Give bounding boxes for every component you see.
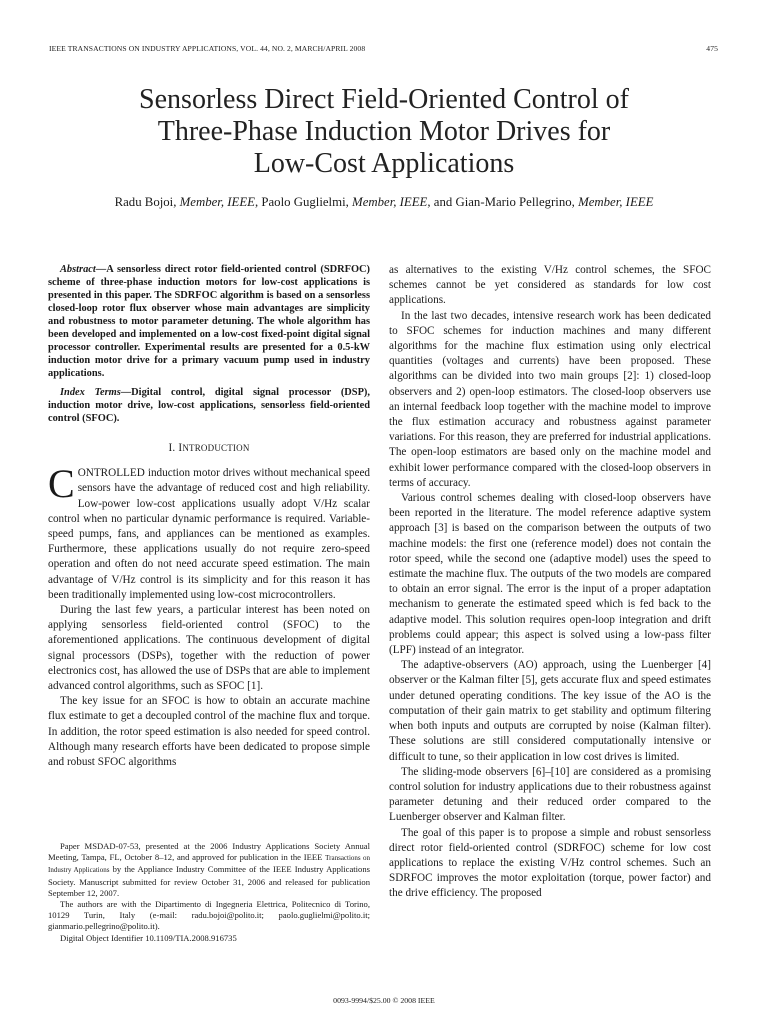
section-title-first: I bbox=[178, 442, 183, 454]
body-paragraph: Various control schemes dealing with closed-loop observers have been reported in the literature. The model reference adaptive system approach [3] is based on the comparison between the outputs of two machine models: the first one (reference model) does not contain the rotor speed, while the second one (adaptive model) uses the speed to estimate the machine flux. The outputs of the two models are compared to obtain an error signal. The error is the input of a proper adaptation mechanism to generate the estimated speed which is fed back to the adaptive model. This solution requires open-loop integration and drift problems could appear; this aspect is solved using a low-pass filter (LPF) instead of an integrator. bbox=[389, 492, 711, 657]
footnote-text: by the Appliance Industry Committee of the IEEE Industry Applications Society. Manuscript submitted for review October 31, 2006 and released for publication September 12, 2007. bbox=[48, 864, 370, 898]
body-paragraph: The goal of this paper is to propose a simple and robust sensorless direct rotor field-oriented control (SDRFOC) scheme for low cost applications to replace the existing V/Hz control schemes. Such an SDRFOC improves the motor exploitation (torque, power factor) and the drive efficiency. The proposed bbox=[389, 826, 711, 900]
index-terms-label: Index Terms bbox=[60, 387, 121, 398]
body-paragraph: During the last few years, a particular interest has been noted on applying sensorless field-oriented control (SFOC) to the aforementioned applications. The continuous development of digital signal processors (DSPs), together with the reduction of power electronics cost, has allowed the use of DSPs that are able to implement advanced control algorithms, such as SFOC [1]. bbox=[48, 604, 370, 693]
title-line: Low-Cost Applications bbox=[253, 148, 515, 179]
author-name: , Paolo Guglielmi, bbox=[254, 195, 349, 209]
footnote-affiliation: The authors are with the Dipartimento di Ingegneria Elettrica, Politecnico di Torino, 10129 Turin, Italy (e-mail: radu.bojoi@polito.it; paolo.guglielmi@polito.it; gianmario.pellegrino@polito.it). bbox=[48, 899, 370, 932]
section-heading-introduction bbox=[48, 441, 370, 456]
left-column bbox=[48, 263, 370, 770]
index-terms bbox=[48, 386, 370, 425]
author-name: , and Gian-Mario Pellegrino, bbox=[427, 195, 575, 209]
footnote-text: Paper MSDAD-07-53, presented at the 2006 Industry Applications Society Annual Meeting, Tampa, FL, October 8–12, and approved for publication in the IEEE bbox=[48, 841, 370, 863]
body-paragraph bbox=[48, 461, 370, 603]
abstract-text: —A sensorless direct rotor field-oriented control (SDRFOC) scheme of three-phase induction motors for low-cost applications is presented in this paper. The SDRFOC algorithm is based on a sensorless closed-loop rotor flux observer whose main advantages are simplicity and robustness to motor parameter detuning. The whole algorithm has been developed and implemented on a low-cost fixed-point digital signal processor controller. Experimental results are presented for a 0.5-kW induction motor drive for a primary vacuum pump used in industry applications. bbox=[48, 264, 370, 379]
body-paragraph: The adaptive-observers (AO) approach, using the Luenberger [4] observer or the Kalman filter [5], gets accurate flux and speed estimates under detuned operating conditions. The key issue of the AO is the computation of their gain matrix to get stability and optimum filtering when both inputs and outputs are corrupted by noise (Kalman filter). These solutions are still considered computationally intensive or difficult to tune, so their application in low cost drives is limited. bbox=[389, 659, 711, 763]
title-line: Three-Phase Induction Motor Drives for bbox=[157, 116, 611, 147]
abstract-label: Abstract bbox=[60, 264, 96, 275]
section-title-rest: NTRODUCTION bbox=[182, 443, 250, 453]
body-paragraph: The key issue for an SFOC is how to obtain an accurate machine flux estimate to get a decoupled control of the machine flux and torque. In addition, the rotor speed estimation is also needed for speed control. Although many research efforts have been dedicated to propose simple and robust SFOC algorithms bbox=[48, 695, 370, 769]
body-paragraph: In the last two decades, intensive research work has been dedicated to SFOC schemes for induction machines and many different algorithms for the machine flux estimation using only electrical quantities (voltages and currents) have been proposed. These algorithms can be divided into two main groups [2]: 1) closed-loop observers and 2) open-loop estimators. The closed-loop observers use an internal feedback loop together with the machine model to improve the flux estimation accuracy and robustness against parameter variations. For this reason, they are preferred for industrial applications. The open-loop estimators are based only on the machine model and exhibit lower performance compared with the closed-loop observers in terms of accuracy. bbox=[389, 309, 711, 489]
footnote-journal-name: Transactions on Industry Applications bbox=[48, 854, 370, 875]
index-terms-text: —Digital control, digital signal processor (DSP), induction motor drive, low-cost applications, sensorless field-oriented control (SFOC). bbox=[48, 387, 370, 424]
author-list bbox=[40, 195, 728, 210]
drop-cap: C bbox=[48, 461, 75, 507]
first-page-footnote bbox=[48, 841, 370, 944]
footnote-doi: Digital Object Identifier 10.1109/TIA.2008.916735 bbox=[60, 932, 237, 943]
page-number: 475 bbox=[706, 44, 718, 53]
section-numeral: I. bbox=[168, 442, 176, 454]
running-head bbox=[49, 44, 718, 53]
title-line: Sensorless Direct Field-Oriented Control of bbox=[139, 84, 629, 115]
paper-title bbox=[60, 84, 708, 180]
body-paragraph: The sliding-mode observers [6]–[10] are considered as a promising control solution for industry applications due to their robustness against parameter detuning and their reduced order compared to the Luenberger observer and Kalman filter. bbox=[389, 765, 711, 824]
author-name: Radu Bojoi, bbox=[114, 195, 177, 209]
author-membership: Member, IEEE bbox=[578, 195, 654, 209]
journal-header: IEEE TRANSACTIONS ON INDUSTRY APPLICATIONS, VOL. 44, NO. 2, MARCH/APRIL 2008 bbox=[49, 44, 366, 53]
footnote-paper-info bbox=[48, 841, 370, 899]
paragraph-text: ONTROLLED induction motor drives without mechanical speed sensors have the advantage of reduced cost and high reliability. Low-power low-cost applications usually adopt V/Hz scalar control when no particular dynamic performance is required. Variable-speed pumps, fans, and appliances can be mentioned as examples. Furthermore, these applications usually do not require zero-speed operation and often do not need accurate speed estimation. The main advantage of V/Hz control is its simplicity and for this reason it has been traditionally implemented using low-cost microcontrollers. bbox=[48, 467, 370, 601]
author-membership: Member, IEEE bbox=[352, 195, 428, 209]
copyright-line: 0093-9994/$25.00 © 2008 IEEE bbox=[333, 996, 435, 1005]
abstract bbox=[48, 263, 370, 380]
right-column bbox=[389, 263, 711, 902]
body-paragraph: as alternatives to the existing V/Hz control schemes, the SFOC schemes cannot be yet considered as standards for low cost applications. bbox=[389, 264, 711, 307]
author-membership: Member, IEEE bbox=[179, 195, 255, 209]
